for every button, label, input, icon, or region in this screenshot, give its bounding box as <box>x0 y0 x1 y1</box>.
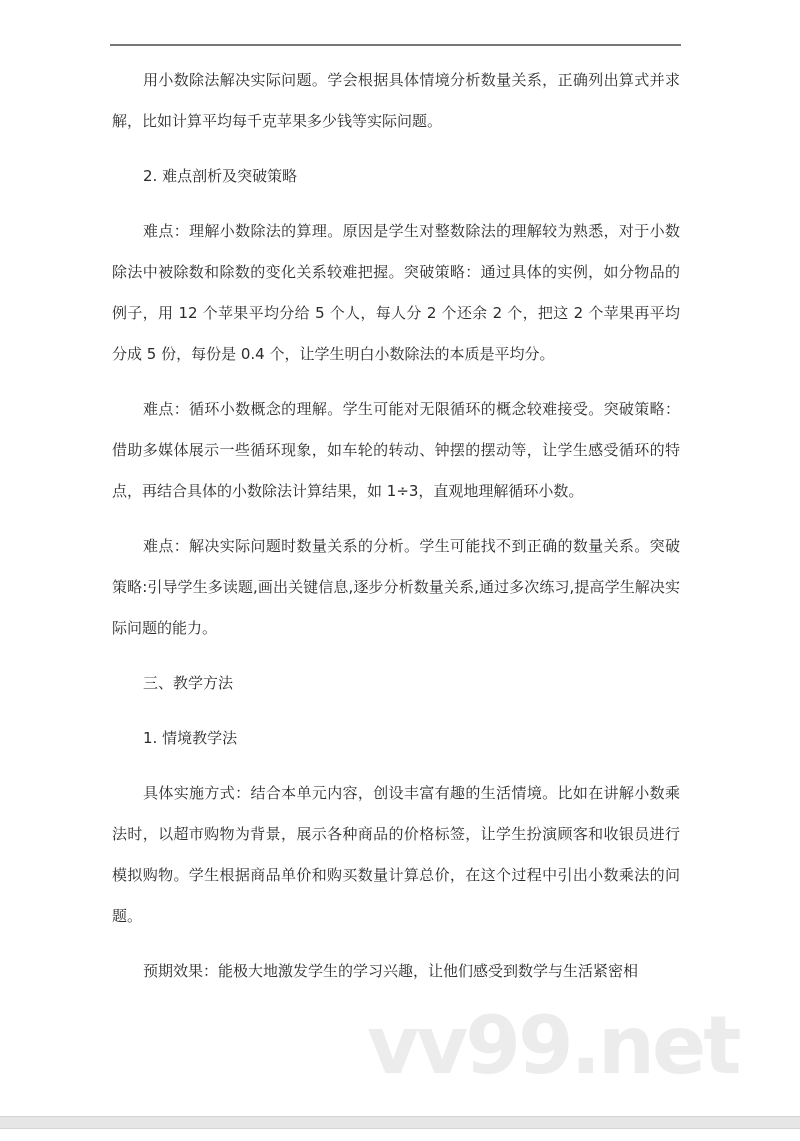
page-separator <box>0 1116 800 1129</box>
paragraph-difficulty-2: 难点：循环小数概念的理解。学生可能对无限循环的概念较难接受。突破策略：借助多媒体展示一些循环现象，如车轮的转动、钟摆的摆动等，让学生感受循环的特点，再结合具体的小数除法计算结果，如 1÷3，直观地理解循环小数。 <box>112 400 680 500</box>
subheading-situational-teaching: 1. 情境教学法 <box>143 729 238 747</box>
paragraph-expected-effect: 预期效果：能极大地激发学生的学习兴趣，让他们感受到数学与生活紧密相 <box>143 962 639 980</box>
paragraph-continuation: 用小数除法解决实际问题。学会根据具体情境分析数量关系，正确列出算式并求解，比如计算平均每千克苹果多少钱等实际问题。 <box>112 71 680 130</box>
paragraph-difficulty-3: 难点：解决实际问题时数量关系的分析。学生可能找不到正确的数量关系。突破策略:引导学生多读题,画出关键信息,逐步分析数量关系,通过多次练习,提高学生解决实际问题的能力。 <box>112 537 680 637</box>
header-rule <box>110 44 681 46</box>
paragraph-implementation: 具体实施方式：结合本单元内容，创设丰富有趣的生活情境。比如在讲解小数乘法时，以超市购物为背景，展示各种商品的价格标签，让学生扮演顾客和收银员进行模拟购物。学生根据商品单价和购买数量计算总价，在这个过程中引出小数乘法的问题。 <box>112 784 680 925</box>
watermark-logo: vv99.net <box>367 999 739 1092</box>
paragraph-difficulty-1: 难点：理解小数除法的算理。原因是学生对整数除法的理解较为熟悉，对于小数除法中被除数和除数的变化关系较难把握。突破策略：通过具体的实例，如分物品的例子，用 12 个苹果平均分给 5 个人，每人分 2 个还余 2 个，把这 2 个苹果再平均分成 5 份，每份是 0.4 个，让学生明白小数除法的本质是平均分。 <box>112 222 680 363</box>
next-page <box>0 1129 800 1141</box>
section-heading-methods: 三、教学方法 <box>143 674 234 692</box>
document-body <box>112 60 680 992</box>
section-heading-difficulties: 2. 难点剖析及突破策略 <box>143 167 298 185</box>
